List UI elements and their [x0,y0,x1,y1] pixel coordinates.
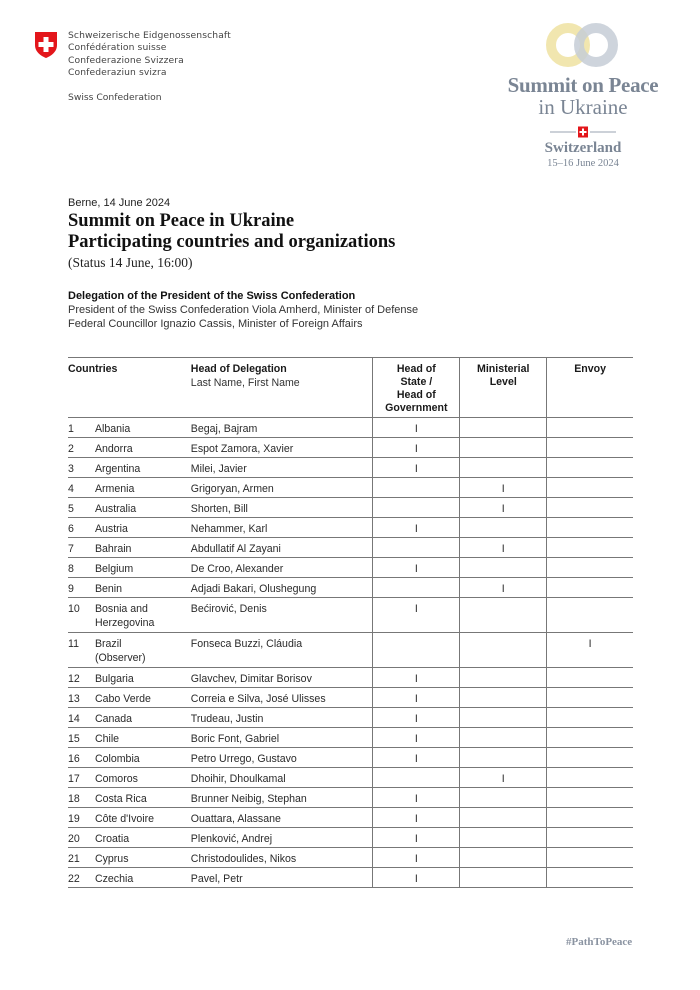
row-ministerial-mark: I [460,538,547,558]
row-number: 7 [68,538,95,558]
row-number: 5 [68,498,95,518]
row-number: 3 [68,458,95,478]
row-number: 4 [68,478,95,498]
header-head-of-delegation: Head of Delegation Last Name, First Name [191,358,373,418]
table-row [68,668,633,688]
table-row [68,458,633,478]
row-country: Bulgaria [95,668,191,688]
row-envoy-mark [547,688,633,708]
row-number: 22 [68,868,95,888]
row-number: 12 [68,668,95,688]
row-number: 9 [68,578,95,598]
title-line2: Participating countries and organizations [68,232,396,252]
table-row [68,828,633,848]
delegation-heading: Delegation of the President of the Swiss Confederation [68,290,356,302]
row-number: 15 [68,728,95,748]
row-head-of-delegation: Boric Font, Gabriel [191,728,373,748]
row-ministerial-mark: I [460,478,547,498]
row-head-of-state-mark: I [373,708,460,728]
table-row [68,518,633,538]
row-country: Chile [95,728,191,748]
row-country: Canada [95,708,191,728]
row-number: 19 [68,808,95,828]
row-number: 16 [68,748,95,768]
row-head-of-delegation: Plenković, Andrej [191,828,373,848]
swiss-coat-of-arms-icon [34,31,58,59]
row-number: 18 [68,788,95,808]
row-number: 11 [68,633,95,668]
status-text: (Status 14 June, 16:00) [68,255,193,270]
row-head-of-state-mark [373,498,460,518]
row-head-of-delegation: Grigoryan, Armen [191,478,373,498]
row-head-of-state-mark: I [373,558,460,578]
row-country: Brazil (Observer) [95,633,191,668]
summit-rings-logo-icon [545,22,621,68]
row-head-of-state-mark [373,633,460,668]
hashtag: #PathToPeace [566,936,633,948]
table-row [68,538,633,558]
row-country: Comoros [95,768,191,788]
row-ministerial-mark [460,848,547,868]
row-head-of-state-mark [373,478,460,498]
row-number: 8 [68,558,95,578]
row-envoy-mark: I [547,633,633,668]
row-head-of-delegation: Petro Urrego, Gustavo [191,748,373,768]
row-country: Costa Rica [95,788,191,808]
table-row [68,728,633,748]
row-head-of-delegation: De Croo, Alexander [191,558,373,578]
table-row [68,558,633,578]
row-head-of-delegation: Christodoulides, Nikos [191,848,373,868]
row-head-of-delegation: Adjadi Bakari, Olushegung [191,578,373,598]
row-head-of-state-mark [373,578,460,598]
row-number: 6 [68,518,95,538]
row-country: Albania [95,418,191,438]
row-envoy-mark [547,438,633,458]
place-date: Berne, 14 June 2024 [68,197,171,209]
row-envoy-mark [547,538,633,558]
participants-table [68,357,633,888]
row-head-of-state-mark: I [373,418,460,438]
row-head-of-state-mark [373,538,460,558]
row-envoy-mark [547,418,633,438]
row-country: Argentina [95,458,191,478]
row-number: 1 [68,418,95,438]
table-row [68,578,633,598]
row-head-of-delegation: Espot Zamora, Xavier [191,438,373,458]
row-head-of-state-mark: I [373,848,460,868]
row-country: Benin [95,578,191,598]
header-countries: Countries [68,358,191,418]
summit-logo-title [490,74,676,118]
row-head-of-delegation: Nehammer, Karl [191,518,373,538]
row-ministerial-mark [460,418,547,438]
row-head-of-state-mark: I [373,728,460,748]
federation-names [68,30,231,80]
row-country: Bosnia and Herzegovina [95,598,191,633]
row-head-of-state-mark: I [373,828,460,848]
page-title [68,211,395,253]
row-envoy-mark [547,808,633,828]
row-country: Cyprus [95,848,191,868]
row-head-of-delegation: Milei, Javier [191,458,373,478]
row-country: Armenia [95,478,191,498]
row-envoy-mark [547,768,633,788]
row-ministerial-mark [460,748,547,768]
row-envoy-mark [547,728,633,748]
row-head-of-delegation: Abdullatif Al Zayani [191,538,373,558]
row-head-of-delegation: Dhoihir, Dhoulkamal [191,768,373,788]
row-head-of-state-mark: I [373,808,460,828]
row-head-of-state-mark: I [373,518,460,538]
row-envoy-mark [547,868,633,888]
table-header-row [68,358,633,418]
federation-name-fr: Confédération suisse [68,42,167,54]
row-head-of-state-mark: I [373,458,460,478]
row-head-of-delegation: Correia e Silva, José Ulisses [191,688,373,708]
table-row [68,808,633,828]
row-number: 13 [68,688,95,708]
table-row [68,633,633,668]
federation-name-rm: Confederaziun svizra [68,67,167,79]
delegation-line: President of the Swiss Confederation Viola Amherd, Minister of Defense [68,304,419,316]
table-row [68,598,633,633]
table-row [68,688,633,708]
row-ministerial-mark [460,668,547,688]
table-row [68,708,633,728]
row-ministerial-mark [460,788,547,808]
row-head-of-delegation: Fonseca Buzzi, Cláudia [191,633,373,668]
row-envoy-mark [547,578,633,598]
row-ministerial-mark: I [460,768,547,788]
row-number: 14 [68,708,95,728]
row-number: 21 [68,848,95,868]
row-country: Colombia [95,748,191,768]
table-row [68,438,633,458]
row-envoy-mark [547,848,633,868]
row-head-of-state-mark [373,768,460,788]
row-head-of-delegation: Ouattara, Alassane [191,808,373,828]
table-row [68,848,633,868]
row-country: Belgium [95,558,191,578]
logo-title-line1: Summit on Peace [507,73,659,97]
row-envoy-mark [547,668,633,688]
row-number: 20 [68,828,95,848]
table-row [68,478,633,498]
header-envoy: Envoy [547,358,633,418]
row-ministerial-mark: I [460,578,547,598]
row-country: Croatia [95,828,191,848]
table-row [68,498,633,518]
row-head-of-state-mark: I [373,688,460,708]
row-envoy-mark [547,828,633,848]
row-head-of-state-mark: I [373,598,460,633]
header-head-of-state: Head of State / Head of Government [373,358,460,418]
row-head-of-state-mark: I [373,748,460,768]
delegation-line: Federal Councillor Ignazio Cassis, Minister of Foreign Affairs [68,318,363,330]
row-head-of-state-mark: I [373,868,460,888]
title-line1: Summit on Peace in Ukraine [68,211,295,231]
row-country: Czechia [95,868,191,888]
row-country: Bahrain [95,538,191,558]
row-envoy-mark [547,498,633,518]
row-country: Andorra [95,438,191,458]
table-row [68,768,633,788]
row-ministerial-mark [460,558,547,578]
row-country: Côte d'Ivoire [95,808,191,828]
row-ministerial-mark [460,438,547,458]
table-row [68,418,633,438]
table-row [68,748,633,768]
row-head-of-state-mark: I [373,668,460,688]
row-number: 10 [68,598,95,633]
row-envoy-mark [547,518,633,538]
row-head-of-delegation: Shorten, Bill [191,498,373,518]
header-ministerial-level: Ministerial Level [460,358,547,418]
row-head-of-delegation: Begaj, Bajram [191,418,373,438]
row-envoy-mark [547,558,633,578]
row-head-of-delegation: Bećirović, Denis [191,598,373,633]
row-envoy-mark [547,708,633,728]
federation-name-de: Schweizerische Eidgenossenschaft [68,30,231,41]
table-row [68,788,633,808]
row-ministerial-mark [460,808,547,828]
row-envoy-mark [547,458,633,478]
row-envoy-mark [547,478,633,498]
row-ministerial-mark [460,518,547,538]
header-head-of-delegation-sub: Last Name, First Name [190,377,300,389]
row-country: Austria [95,518,191,538]
logo-country: Switzerland [544,140,622,156]
federation-name-en: Swiss Confederation [68,92,162,103]
row-head-of-delegation: Trudeau, Justin [191,708,373,728]
row-head-of-delegation: Pavel, Petr [191,868,373,888]
row-country: Cabo Verde [95,688,191,708]
row-ministerial-mark [460,708,547,728]
logo-divider [550,125,616,137]
row-country: Australia [95,498,191,518]
row-envoy-mark [547,598,633,633]
row-ministerial-mark [460,868,547,888]
federation-name-it: Confederazione Svizzera [68,54,184,66]
logo-dates: 15–16 June 2024 [547,158,619,169]
row-head-of-delegation: Glavchev, Dimitar Borisov [191,668,373,688]
row-envoy-mark [547,788,633,808]
row-number: 2 [68,438,95,458]
row-head-of-state-mark: I [373,788,460,808]
logo-title-line2: in Ukraine [538,95,628,119]
row-ministerial-mark [460,688,547,708]
row-head-of-state-mark: I [373,438,460,458]
row-head-of-delegation: Brunner Neibig, Stephan [191,788,373,808]
row-ministerial-mark [460,728,547,748]
row-ministerial-mark: I [460,498,547,518]
row-number: 17 [68,768,95,788]
row-ministerial-mark [460,828,547,848]
row-envoy-mark [547,748,633,768]
table-row [68,868,633,888]
row-ministerial-mark [460,458,547,478]
row-ministerial-mark [460,598,547,633]
row-ministerial-mark [460,633,547,668]
